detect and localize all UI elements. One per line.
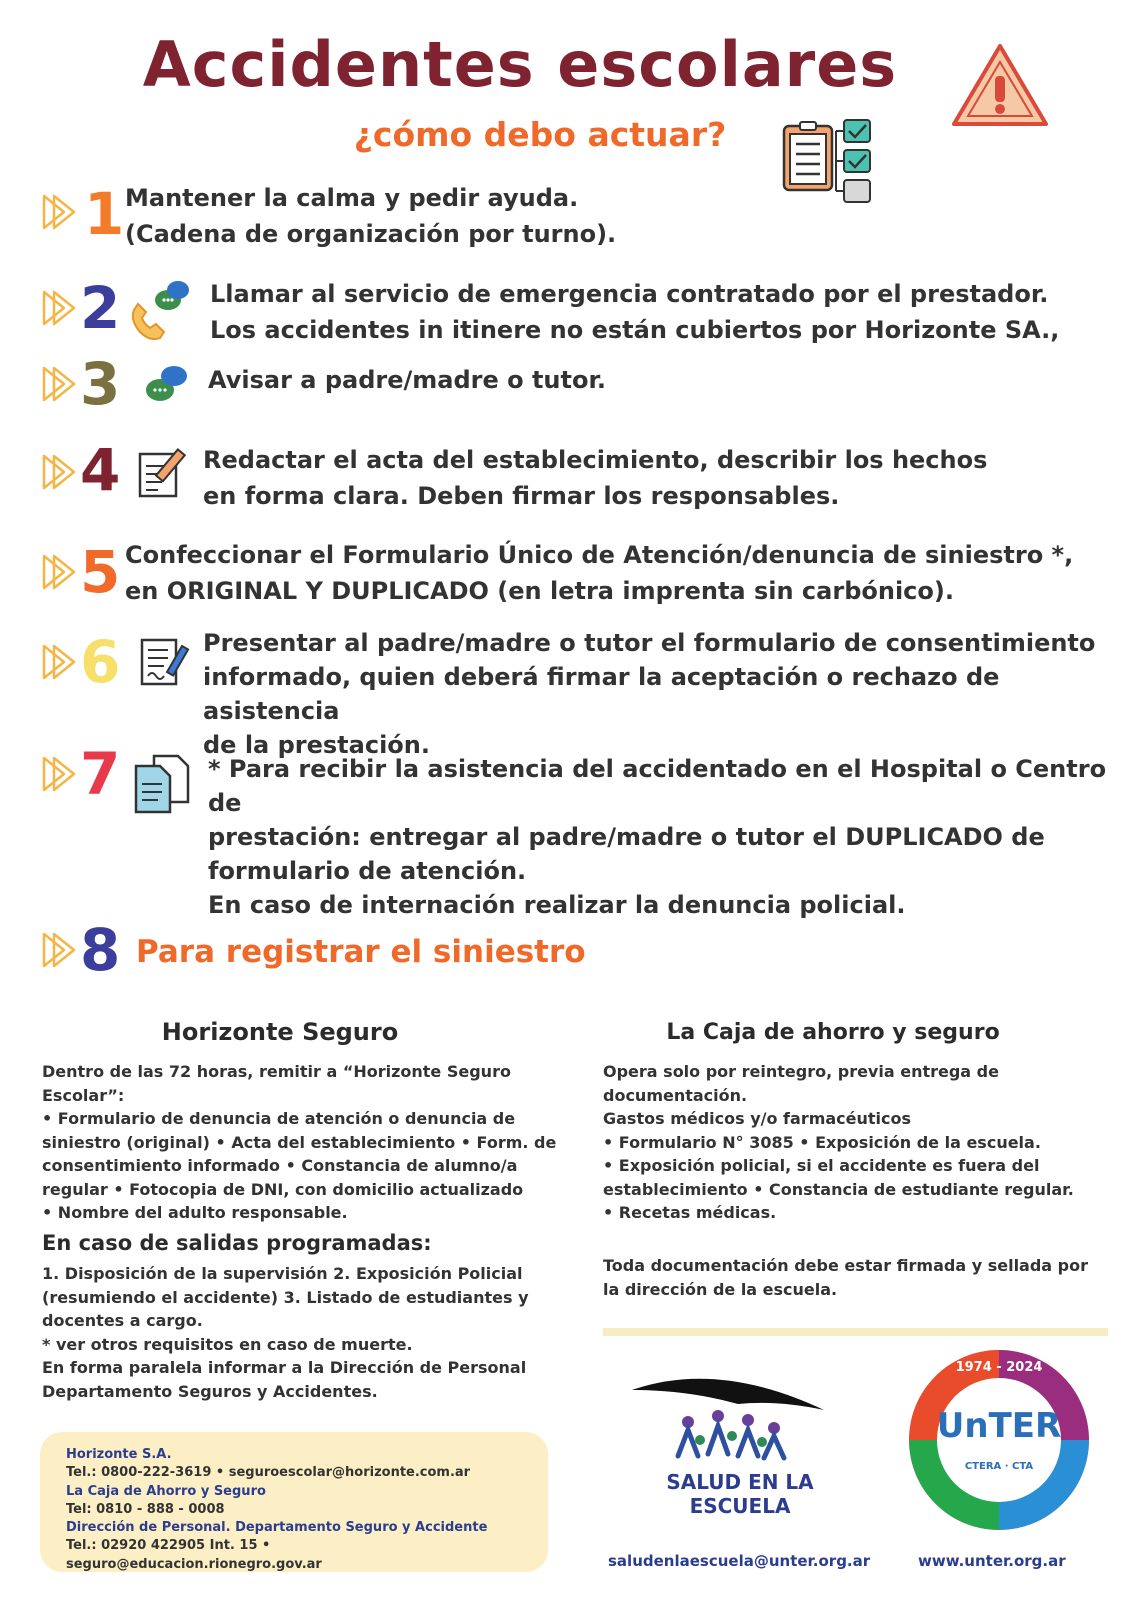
step-2-text: Llamar al servicio de emergencia contratado por el prestador. Los accidentes in itinere no están cubiertos por Horizonte SA.,	[210, 280, 1060, 344]
step-8-number: 8	[80, 916, 121, 984]
step-6-number: 6	[80, 628, 121, 696]
caja-note: Toda documentación debe estar firmada y sellada por la dirección de la escuela.	[603, 1256, 1088, 1299]
contact-box	[40, 1432, 548, 1572]
salidas-text: 1. Disposición de la supervisión 2. Exposición Policial (resumiendo el accidente) 3. Listado de estudiantes y docentes a cargo. * ver otros requisitos en caso de muerte. En forma paralela informar a la Dirección de Personal Departamento Seguros y Accidentes.	[42, 1264, 529, 1401]
unter-logo	[904, 1345, 1094, 1535]
step-7-text: * Para recibir la asistencia del accidentado en el Hospital o Centro de prestación: entregar al padre/madre o tutor el DUPLICADO de formulario de atención. En caso de internación realizar la denuncia policial.	[208, 755, 1107, 919]
salud-escuela-text: SALUD EN LA ESCUELA	[666, 1470, 814, 1518]
step-4-text: Redactar el acta del establecimiento, describir los hechos en forma clara. Deben firmar los responsables.	[203, 446, 988, 510]
documents-icon	[132, 752, 192, 816]
signed-form-icon	[138, 636, 192, 690]
step-4-number: 4	[80, 436, 121, 504]
page-subtitle: ¿cómo debo actuar?	[353, 115, 727, 154]
footer-email[interactable]: saludenlaescuela@unter.org.ar	[608, 1552, 871, 1570]
svg-text:UnTER: UnTER	[936, 1406, 1062, 1446]
divider	[603, 1328, 1108, 1336]
salud-escuela-logo	[628, 1370, 828, 1470]
svg-text:1974 - 2024: 1974 - 2024	[955, 1360, 1043, 1375]
step-1-number: 1	[84, 180, 125, 248]
step-6-text: Presentar al padre/madre o tutor el formulario de consentimiento informado, quien deberá firmar la aceptación o rechazo de asistencia de la prestación.	[203, 629, 1096, 759]
step-8-arrow-icon	[42, 930, 76, 970]
warning-icon	[950, 40, 1050, 130]
step-6-arrow-icon	[42, 642, 76, 682]
step-1-text: Mantener la calma y pedir ayuda. (Cadena de organización por turno).	[125, 184, 617, 248]
horizonte-title: Horizonte Seguro	[161, 1018, 399, 1046]
horizonte-text: Dentro de las 72 horas, remitir a “Horizonte Seguro Escolar”: • Formulario de denuncia de atención o denuncia de siniestro (original) • Acta del establecimiento • Form. de consentimiento informado • Constancia de alumno/a regular • Fotocopia de DNI, con domicilio actualizado • Nombre del adulto responsable.	[42, 1062, 557, 1222]
step-1-arrow-icon	[42, 192, 76, 232]
step-5-number: 5	[80, 538, 121, 606]
caja-title: La Caja de ahorro y seguro	[666, 1020, 1000, 1045]
phone-chat-icon	[128, 278, 190, 344]
contact-caja-tel: Tel: 0810 - 888 - 0008	[66, 1501, 225, 1517]
step-2-number: 2	[80, 274, 121, 342]
caja-text: Opera solo por reintegro, previa entrega de documentación. Gastos médicos y/o farmacéuticos • Formulario N° 3085 • Exposición de la escuela. • Exposición policial, si el accidente es fuera del establecimiento • Constancia de estudiante regular. • Recetas médicas.	[603, 1062, 1074, 1222]
step-3-text: Avisar a padre/madre o tutor.	[208, 366, 606, 394]
step-3-number: 3	[80, 350, 121, 418]
contact-caja-name: La Caja de Ahorro y Seguro	[66, 1483, 266, 1499]
footer-website[interactable]: www.unter.org.ar	[918, 1552, 1066, 1570]
contact-horizonte-name: Horizonte S.A.	[66, 1447, 172, 1462]
step-5-arrow-icon	[42, 552, 76, 592]
step-2-arrow-icon	[42, 288, 76, 328]
contact-dir-tel: Tel.: 02920 422905 Int. 15 • seguro@educacion.rionegro.gov.ar	[66, 1538, 322, 1572]
svg-text:CTERA · CTA: CTERA · CTA	[964, 1461, 1034, 1472]
page-title: Accidentes escolares	[142, 28, 898, 101]
contact-horizonte-tel: Tel.: 0800-222-3619 • seguroescolar@horizonte.com.ar	[66, 1465, 471, 1481]
step-5-text: Confeccionar el Formulario Único de Atención/denuncia de siniestro *, en ORIGINAL Y DUPLICADO (en letra imprenta sin carbónico).	[125, 541, 1074, 605]
writing-paper-icon	[136, 444, 192, 500]
section-title: Para registrar el siniestro	[136, 934, 586, 970]
salidas-title: En caso de salidas programadas:	[42, 1231, 432, 1255]
step-7-arrow-icon	[42, 754, 76, 794]
contact-dir-name: Dirección de Personal. Departamento Seguro y Accidente	[66, 1520, 488, 1536]
step-4-arrow-icon	[42, 452, 76, 492]
step-7-number: 7	[80, 740, 121, 808]
checklist-icon	[778, 118, 878, 208]
step-3-arrow-icon	[42, 364, 76, 404]
chat-bubbles-icon	[142, 360, 192, 410]
